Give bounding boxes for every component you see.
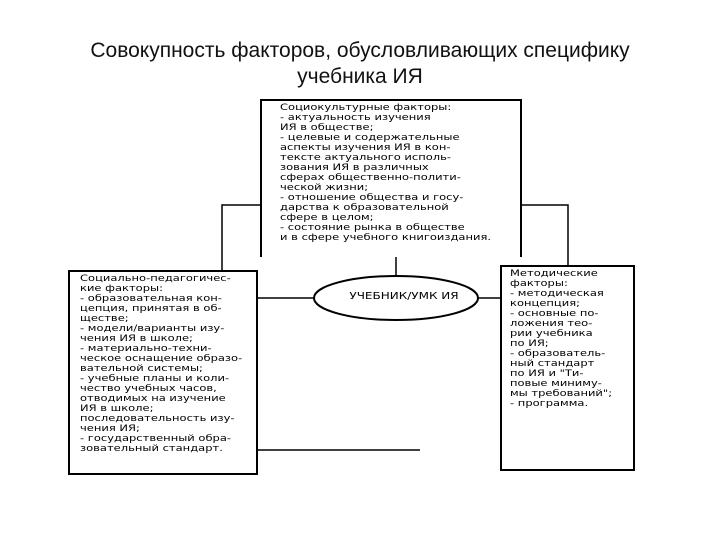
left-box-line: кие факторы: bbox=[80, 282, 163, 294]
left-box-line: чения ИЯ в школе; bbox=[80, 332, 193, 344]
top-box-line: дарства к образовательной bbox=[280, 201, 449, 213]
top-box-line: сферах общественно-полити- bbox=[280, 171, 461, 183]
left-box-line: последовательность изу- bbox=[80, 412, 235, 424]
top-box-line: аспекты изучения ИЯ в кон- bbox=[280, 141, 451, 153]
center-label: УЧЕБНИК/УМК ИЯ bbox=[349, 290, 459, 302]
left-box-line: ческое оснащение образо- bbox=[80, 352, 243, 364]
methodological-factors-box bbox=[500, 265, 635, 471]
right-box-line: по ИЯ и "Ти- bbox=[510, 367, 584, 379]
right-box-line: мы требований"; bbox=[510, 387, 613, 399]
right-box-line: ный стандарт bbox=[510, 357, 595, 369]
connector-top-left bbox=[222, 205, 260, 270]
right-box-line: ложения тео- bbox=[510, 317, 593, 329]
title-line-2: учебника ИЯ bbox=[297, 65, 423, 88]
left-box-line: ществе; bbox=[80, 312, 129, 324]
title-line-1: Совокупность факторов, обусловливающих специфику bbox=[90, 39, 630, 62]
right-box-line: концепция; bbox=[510, 297, 581, 309]
right-box-line: рии учебника bbox=[510, 327, 593, 339]
top-box-line: - состояние рынка в обществе bbox=[280, 221, 465, 233]
top-box-line: тексте актуального исполь- bbox=[280, 151, 452, 163]
connector-top-right bbox=[522, 205, 568, 265]
left-box-line: отводимых на изучение bbox=[80, 392, 226, 404]
top-box-line: - отношение общества и госу- bbox=[280, 191, 464, 203]
right-box-line: по ИЯ; bbox=[510, 337, 549, 349]
left-box-line: - модели/варианты изу- bbox=[80, 322, 225, 334]
left-box-line: зовательный стандарт. bbox=[80, 442, 223, 454]
social-pedagogical-factors-box bbox=[68, 270, 258, 475]
right-box-line: - основные по- bbox=[510, 307, 599, 319]
left-box-line: ИЯ в школе; bbox=[80, 402, 154, 414]
left-box-line: - государственный обра- bbox=[80, 432, 232, 444]
left-box-line: чения ИЯ; bbox=[80, 422, 140, 434]
left-box-line: - учебные планы и коли- bbox=[80, 372, 230, 384]
left-box-line: вательной системы; bbox=[80, 362, 203, 374]
top-box-line: сфере в целом; bbox=[280, 211, 374, 223]
right-box-line: - образователь- bbox=[510, 347, 606, 359]
top-box-line: ИЯ в обществе; bbox=[280, 121, 374, 133]
right-box-line: факторы: bbox=[510, 277, 568, 289]
top-box-line: зования ИЯ в различных bbox=[280, 161, 429, 173]
left-box-line: цепция, принятая в об- bbox=[80, 302, 222, 314]
left-box-line: чество учебных часов, bbox=[80, 382, 217, 394]
top-box-line: - актуальность изучения bbox=[280, 111, 431, 123]
top-box-line: Социокультурные факторы: bbox=[280, 101, 452, 113]
top-box-line: - целевые и содержательные bbox=[280, 131, 460, 143]
sociocultural-factors-box bbox=[260, 99, 522, 257]
right-box-line: - программа. bbox=[510, 397, 589, 409]
left-box-line: - образовательная кон- bbox=[80, 292, 222, 304]
right-box-line: Методические bbox=[510, 267, 598, 279]
right-box-line: - методическая bbox=[510, 287, 604, 299]
left-box-line: Социально-педагогичес- bbox=[80, 272, 231, 284]
top-box-line: ческой жизни; bbox=[280, 181, 369, 193]
right-box-line: повые миниму- bbox=[510, 377, 602, 389]
left-box-line: - материально-техни- bbox=[80, 342, 212, 354]
top-box-line: и в сфере учебного книгоиздания. bbox=[280, 231, 492, 243]
